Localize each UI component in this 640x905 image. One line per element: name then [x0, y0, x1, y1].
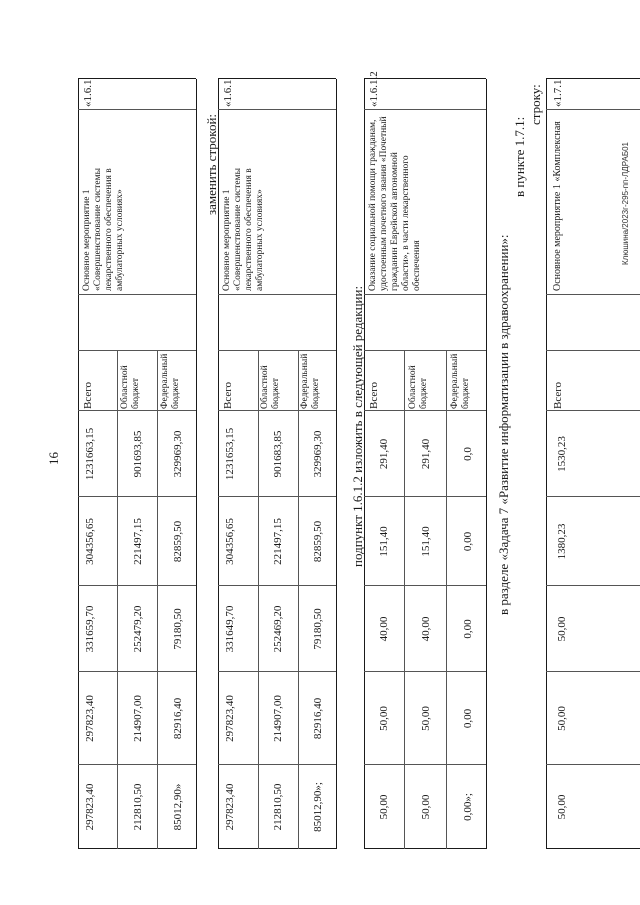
table-border	[117, 351, 118, 849]
document-stamp: Клюшина/2023г-295-пп-ЛДРАБ01	[621, 142, 630, 265]
source-label: Всего	[222, 382, 234, 409]
value-cell: 221497,15	[272, 518, 284, 565]
source-label: Областной бюджет	[260, 365, 281, 409]
value-cell: 50,00	[420, 706, 432, 731]
value-cell: 214907,00	[132, 695, 144, 742]
value-cell: 0,00	[462, 708, 474, 729]
table-border	[546, 350, 640, 351]
table-border	[218, 79, 219, 849]
value-cell: 0,00	[462, 531, 474, 552]
value-cell: 297823,40	[84, 695, 96, 742]
row-code: «1.6.1	[82, 79, 94, 107]
table-border	[218, 78, 336, 79]
value-cell: 151,40	[420, 526, 432, 557]
value-cell: 1530,23	[556, 436, 568, 472]
row-code: «1.6.1	[222, 79, 234, 107]
value-cell: 291,40	[420, 438, 432, 470]
value-cell: 252479,20	[132, 605, 144, 653]
source-label: Всего	[368, 382, 380, 409]
value-cell: 50,00	[378, 706, 390, 731]
table-border	[78, 109, 196, 110]
table-border	[364, 294, 486, 295]
table-border	[364, 350, 486, 351]
value-cell: 82859,50	[172, 520, 184, 563]
table-border	[546, 79, 547, 849]
value-cell: 212810,50	[272, 783, 284, 831]
task7-line: в разделе «Задача 7 «Развитие информатизации в здравоохранении»:	[496, 234, 511, 615]
row-title: Основное мероприятие 1 «Совершенствование системы лекарственного обеспечения в амбулаторных условиях»	[82, 167, 125, 291]
value-cell: 40,00	[420, 616, 432, 642]
value-cell: 329969,30	[172, 430, 184, 478]
value-cell: 304356,65	[84, 518, 96, 565]
table-border	[196, 79, 197, 849]
source-label: Федеральный бюджет	[300, 353, 321, 409]
value-cell: 901683,85	[272, 430, 284, 478]
table-border	[258, 351, 259, 849]
table-border	[157, 351, 158, 849]
replace-label: заменить строкой:	[204, 113, 219, 215]
table-border	[364, 78, 486, 79]
source-label: Областной бюджет	[408, 365, 429, 409]
value-cell: 297823,40	[84, 783, 96, 831]
table-border	[336, 79, 337, 849]
value-cell: 50,00	[420, 794, 432, 820]
table-border	[364, 109, 486, 110]
source-label: Всего	[82, 382, 94, 409]
value-cell: 304356,65	[224, 518, 236, 565]
value-cell: 85012,90»	[172, 783, 184, 831]
value-cell: 901693,85	[132, 430, 144, 478]
value-cell: 252469,20	[272, 605, 284, 653]
value-cell: 1231653,15	[224, 427, 236, 481]
value-cell: 40,00	[378, 616, 390, 642]
value-cell: 0,00»;	[462, 793, 474, 821]
row-title: Основное мероприятие 1 «Комплексная	[552, 121, 563, 291]
table-border	[218, 350, 336, 351]
source-label: Областной бюджет	[120, 365, 141, 409]
value-cell: 85012,90»;	[312, 782, 324, 832]
table-border	[298, 351, 299, 849]
value-cell: 0,00	[462, 619, 474, 639]
row-title: Оказание социальной помощи гражданам, удостоенным почетного звания «Почетный гражданин Еврейской автономной области», в части лекарственного обеспечения	[368, 116, 422, 291]
table-border	[78, 78, 196, 79]
value-cell: 331659,70	[84, 605, 96, 653]
value-cell: 79180,50	[312, 608, 324, 650]
source-label: Федеральный бюджет	[160, 353, 181, 409]
table-border	[446, 351, 447, 849]
value-cell: 297823,40	[224, 783, 236, 831]
subitem-label: подпункт 1.6.1.2 изложить в следующей редакции:	[350, 285, 365, 567]
table-border	[218, 294, 336, 295]
value-cell: 329969,30	[312, 430, 324, 478]
table-border	[78, 350, 196, 351]
value-cell: 331649,70	[224, 605, 236, 653]
value-cell: 79180,50	[172, 608, 184, 650]
table-border	[78, 294, 196, 295]
table-border	[486, 79, 487, 849]
value-cell: 1380,23	[556, 523, 568, 560]
table-border	[364, 79, 365, 849]
value-cell: 82916,40	[312, 697, 324, 740]
value-cell: 0,0	[462, 447, 474, 461]
value-cell: 221497,15	[132, 518, 144, 565]
row-title: Основное мероприятие 1 «Совершенствование системы лекарственного обеспечения в амбулаторных условиях»	[222, 167, 265, 291]
value-cell: 1231663,15	[84, 427, 96, 481]
value-cell: 82859,50	[312, 520, 324, 563]
page-number: 16	[46, 452, 61, 465]
value-cell: 291,40	[378, 438, 390, 470]
value-cell: 214907,00	[272, 695, 284, 742]
value-cell: 50,00	[556, 616, 568, 642]
table-border	[78, 79, 79, 849]
value-cell: 151,40	[378, 526, 390, 557]
value-cell: 297823,40	[224, 695, 236, 742]
table-border	[218, 109, 336, 110]
value-cell: 82916,40	[172, 697, 184, 740]
table-border	[546, 109, 640, 110]
table-border	[404, 351, 405, 849]
table-border	[546, 294, 640, 295]
value-cell: 212810,50	[132, 783, 144, 831]
row-code: «1.6.1.2	[368, 71, 380, 107]
value-cell: 50,00	[556, 794, 568, 820]
task7-line: строку:	[528, 84, 543, 125]
task7-line: в пункте 1.7.1:	[512, 116, 527, 197]
source-label: Всего	[552, 382, 564, 409]
row-code: «1.7.1	[552, 79, 564, 107]
value-cell: 50,00	[378, 794, 390, 820]
value-cell: 50,00	[556, 706, 568, 731]
source-label: Федеральный бюджет	[450, 353, 471, 409]
